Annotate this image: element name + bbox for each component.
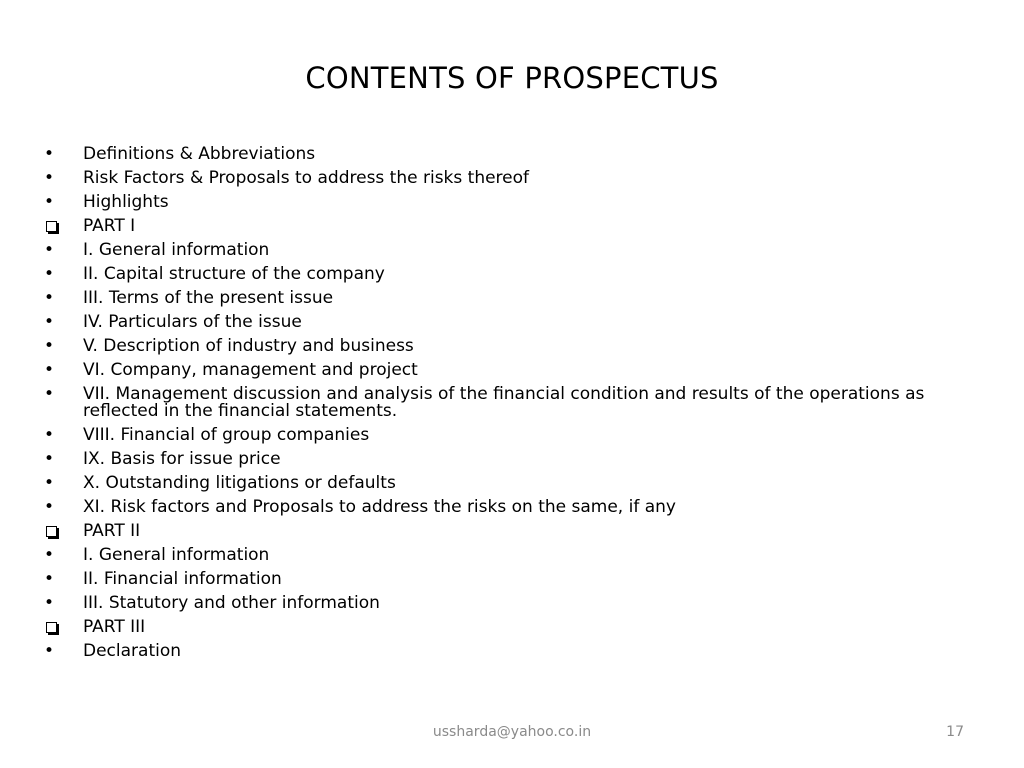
list-item: [44, 242, 944, 259]
list-item: [44, 314, 944, 331]
list-item-text: II. Capital structure of the company: [83, 264, 385, 284]
bullet-icon: •: [44, 288, 55, 308]
bullet-icon: •: [44, 449, 55, 469]
list-item-text: VII. Management discussion and analysis of the financial condition and results of the operations as reflected in the financial statements.: [83, 384, 925, 421]
bullet-icon: •: [44, 360, 55, 380]
list-item: [44, 362, 944, 379]
list-item-text: Risk Factors & Proposals to address the risks thereof: [83, 168, 530, 188]
list-item: [44, 643, 944, 660]
bullet-icon: •: [44, 240, 55, 260]
list-item-text: PART III: [83, 617, 146, 637]
list-item: [44, 386, 944, 420]
bullet-icon: •: [44, 425, 55, 445]
list-item: [44, 338, 944, 355]
section-heading: [44, 619, 944, 636]
list-item-text: Declaration: [83, 641, 182, 661]
section-heading: [44, 218, 944, 235]
list-item-text: PART II: [83, 521, 141, 541]
list-item-text: I. General information: [83, 545, 270, 565]
bullet-icon: •: [44, 264, 55, 284]
list-item-text: Definitions & Abbreviations: [83, 144, 316, 164]
list-item: [44, 427, 944, 444]
bullet-icon: •: [44, 545, 55, 565]
list-item-text: Highlights: [83, 192, 169, 212]
list-item-text: III. Statutory and other information: [83, 593, 380, 613]
bullet-icon: •: [44, 144, 55, 164]
bullet-icon: •: [44, 593, 55, 613]
list-item: [44, 475, 944, 492]
list-item-text: III. Terms of the present issue: [83, 288, 334, 308]
footer-email: ussharda@yahoo.co.in: [432, 724, 592, 740]
checkbox-bullet-icon: [46, 622, 57, 633]
page-number: 17: [946, 724, 964, 740]
list-item-text: I. General information: [83, 240, 270, 260]
list-item: [44, 571, 944, 588]
list-item-text: PART I: [83, 216, 136, 236]
checkbox-bullet-icon: [46, 221, 57, 232]
list-item-text: XI. Risk factors and Proposals to address the risks on the same, if any: [83, 497, 676, 517]
list-item: [44, 595, 944, 612]
list-item-text: VIII. Financial of group companies: [83, 425, 370, 445]
list-item: [44, 290, 944, 307]
list-item: [44, 451, 944, 468]
bullet-icon: •: [44, 384, 55, 404]
list-item-text: IV. Particulars of the issue: [83, 312, 302, 332]
bullet-icon: •: [44, 192, 55, 212]
bullet-icon: •: [44, 312, 55, 332]
slide-title: CONTENTS OF PROSPECTUS: [305, 61, 719, 95]
list-item: [44, 266, 944, 283]
list-item: [44, 194, 944, 211]
bullet-icon: •: [44, 497, 55, 517]
bullet-icon: •: [44, 336, 55, 356]
checkbox-bullet-icon: [46, 526, 57, 537]
list-item-text: IX. Basis for issue price: [83, 449, 281, 469]
list-item: [44, 146, 944, 163]
list-item: [44, 499, 944, 516]
bullet-icon: •: [44, 641, 55, 661]
list-item: [44, 547, 944, 564]
list-item-text: VI. Company, management and project: [83, 360, 418, 380]
list-item-text: II. Financial information: [83, 569, 282, 589]
bullet-icon: •: [44, 473, 55, 493]
section-heading: [44, 523, 944, 540]
bullet-icon: •: [44, 168, 55, 188]
contents-list: [44, 146, 944, 667]
list-item-text: X. Outstanding litigations or defaults: [83, 473, 396, 493]
list-item-text: V. Description of industry and business: [83, 336, 414, 356]
list-item: [44, 170, 944, 187]
bullet-icon: •: [44, 569, 55, 589]
